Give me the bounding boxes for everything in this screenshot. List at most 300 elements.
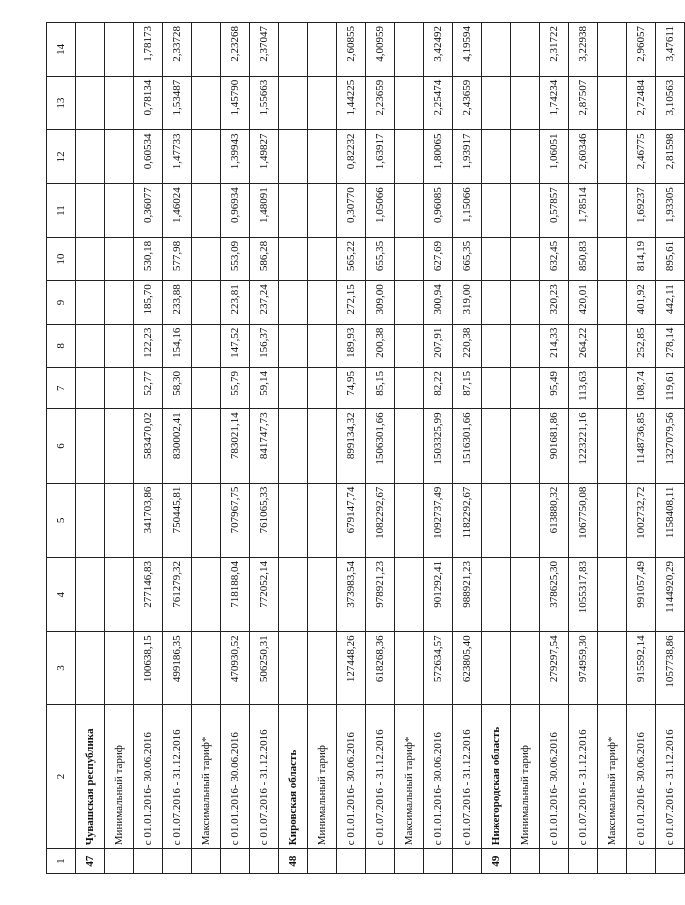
table-row bbox=[337, 23, 366, 874]
value-cell: 1,44225 bbox=[337, 76, 366, 130]
value-cell: 1067750,08 bbox=[569, 483, 598, 557]
value-cell: 577,98 bbox=[163, 237, 192, 280]
value-cell: 618268,36 bbox=[366, 632, 395, 704]
empty-cell bbox=[598, 368, 627, 409]
empty-cell bbox=[308, 237, 337, 280]
col-header: 1 bbox=[47, 849, 76, 874]
empty-cell bbox=[308, 23, 337, 77]
value-cell: 0,57857 bbox=[540, 184, 569, 238]
value-cell: 0,82232 bbox=[337, 130, 366, 184]
value-cell: 2,31722 bbox=[540, 23, 569, 77]
empty-cell bbox=[221, 849, 250, 874]
value-cell: 442,11 bbox=[656, 281, 685, 324]
empty-cell bbox=[395, 281, 424, 324]
empty-cell bbox=[540, 849, 569, 874]
period-label: с 01.01.2016- 30.06.2016 bbox=[221, 704, 250, 849]
region-number: 49 bbox=[482, 849, 511, 874]
value-cell: 1,46024 bbox=[163, 184, 192, 238]
empty-cell bbox=[279, 558, 308, 632]
value-cell: 0,60534 bbox=[134, 130, 163, 184]
empty-cell bbox=[569, 849, 598, 874]
region-name: Нижегородская область bbox=[482, 704, 511, 849]
value-cell: 154,16 bbox=[163, 324, 192, 367]
value-cell: 1144920,29 bbox=[656, 558, 685, 632]
value-cell: 1,93305 bbox=[656, 184, 685, 238]
empty-cell bbox=[279, 632, 308, 704]
value-cell: 1,05066 bbox=[366, 184, 395, 238]
period-label: с 01.01.2016- 30.06.2016 bbox=[337, 704, 366, 849]
value-cell: 1055317,83 bbox=[569, 558, 598, 632]
value-cell: 52,77 bbox=[134, 368, 163, 409]
value-cell: 341703,86 bbox=[134, 483, 163, 557]
value-cell: 565,22 bbox=[337, 237, 366, 280]
value-cell: 814,19 bbox=[627, 237, 656, 280]
value-cell: 750445,81 bbox=[163, 483, 192, 557]
value-cell: 1,45790 bbox=[221, 76, 250, 130]
empty-cell bbox=[511, 368, 540, 409]
value-cell: 2,60855 bbox=[337, 23, 366, 77]
value-cell: 632,45 bbox=[540, 237, 569, 280]
region-name: Чувашская республика bbox=[76, 704, 105, 849]
value-cell: 761279,32 bbox=[163, 558, 192, 632]
col-header: 7 bbox=[47, 368, 76, 409]
empty-cell bbox=[192, 324, 221, 367]
value-cell: 0,96085 bbox=[424, 184, 453, 238]
value-cell: 223,81 bbox=[221, 281, 250, 324]
empty-cell bbox=[395, 324, 424, 367]
empty-cell bbox=[598, 483, 627, 557]
value-cell: 1,55663 bbox=[250, 76, 279, 130]
empty-cell bbox=[424, 849, 453, 874]
column-number-row bbox=[47, 23, 76, 874]
col-header: 5 bbox=[47, 483, 76, 557]
empty-cell bbox=[453, 849, 482, 874]
value-cell: 1,15066 bbox=[453, 184, 482, 238]
value-cell: 85,15 bbox=[366, 368, 395, 409]
period-label: с 01.01.2016- 30.06.2016 bbox=[540, 704, 569, 849]
col-header: 6 bbox=[47, 409, 76, 483]
region-row bbox=[76, 23, 105, 874]
value-cell: 185,70 bbox=[134, 281, 163, 324]
value-cell: 1,78173 bbox=[134, 23, 163, 77]
empty-cell bbox=[105, 632, 134, 704]
value-cell: 4,00959 bbox=[366, 23, 395, 77]
tariff-type-label: Минимальный тариф bbox=[308, 704, 337, 849]
value-cell: 207,91 bbox=[424, 324, 453, 367]
value-cell: 1,53487 bbox=[163, 76, 192, 130]
value-cell: 113,63 bbox=[569, 368, 598, 409]
tariff-type-row bbox=[192, 23, 221, 874]
value-cell: 264,22 bbox=[569, 324, 598, 367]
value-cell: 988921,23 bbox=[453, 558, 482, 632]
tariff-table bbox=[46, 22, 685, 874]
value-cell: 1,69237 bbox=[627, 184, 656, 238]
value-cell: 1002732,72 bbox=[627, 483, 656, 557]
empty-cell bbox=[395, 483, 424, 557]
table-row bbox=[453, 23, 482, 874]
empty-cell bbox=[76, 483, 105, 557]
empty-cell bbox=[627, 849, 656, 874]
value-cell: 3,10563 bbox=[656, 76, 685, 130]
value-cell: 272,15 bbox=[337, 281, 366, 324]
table-row bbox=[366, 23, 395, 874]
region-row bbox=[279, 23, 308, 874]
empty-cell bbox=[279, 237, 308, 280]
value-cell: 2,43659 bbox=[453, 76, 482, 130]
value-cell: 978921,23 bbox=[366, 558, 395, 632]
empty-cell bbox=[598, 849, 627, 874]
value-cell: 0,36077 bbox=[134, 184, 163, 238]
value-cell: 320,23 bbox=[540, 281, 569, 324]
value-cell: 974959,30 bbox=[569, 632, 598, 704]
table-body bbox=[76, 23, 685, 874]
empty-cell bbox=[482, 23, 511, 77]
value-cell: 87,15 bbox=[453, 368, 482, 409]
empty-cell bbox=[105, 558, 134, 632]
col-header: 9 bbox=[47, 281, 76, 324]
empty-cell bbox=[308, 281, 337, 324]
empty-cell bbox=[76, 324, 105, 367]
table-row bbox=[163, 23, 192, 874]
empty-cell bbox=[598, 281, 627, 324]
empty-cell bbox=[192, 483, 221, 557]
empty-cell bbox=[308, 483, 337, 557]
value-cell: 1182292,67 bbox=[453, 483, 482, 557]
period-label: с 01.07.2016 - 31.12.2016 bbox=[569, 704, 598, 849]
empty-cell bbox=[511, 849, 540, 874]
empty-cell bbox=[511, 130, 540, 184]
value-cell: 156,37 bbox=[250, 324, 279, 367]
value-cell: 1,80065 bbox=[424, 130, 453, 184]
value-cell: 470930,52 bbox=[221, 632, 250, 704]
table-row bbox=[221, 23, 250, 874]
empty-cell bbox=[308, 849, 337, 874]
empty-cell bbox=[279, 23, 308, 77]
empty-cell bbox=[598, 324, 627, 367]
value-cell: 373983,54 bbox=[337, 558, 366, 632]
empty-cell bbox=[279, 76, 308, 130]
empty-cell bbox=[482, 632, 511, 704]
region-number: 48 bbox=[279, 849, 308, 874]
empty-cell bbox=[308, 130, 337, 184]
value-cell: 2,81598 bbox=[656, 130, 685, 184]
empty-cell bbox=[511, 281, 540, 324]
empty-cell bbox=[511, 483, 540, 557]
value-cell: 420,01 bbox=[569, 281, 598, 324]
value-cell: 214,33 bbox=[540, 324, 569, 367]
empty-cell bbox=[308, 76, 337, 130]
value-cell: 613880,32 bbox=[540, 483, 569, 557]
empty-cell bbox=[192, 368, 221, 409]
value-cell: 506250,31 bbox=[250, 632, 279, 704]
value-cell: 1057738,86 bbox=[656, 632, 685, 704]
value-cell: 279297,54 bbox=[540, 632, 569, 704]
period-label: с 01.01.2016- 30.06.2016 bbox=[134, 704, 163, 849]
empty-cell bbox=[598, 409, 627, 483]
period-label: с 01.07.2016 - 31.12.2016 bbox=[163, 704, 192, 849]
value-cell: 991057,49 bbox=[627, 558, 656, 632]
value-cell: 2,23659 bbox=[366, 76, 395, 130]
value-cell: 1,06051 bbox=[540, 130, 569, 184]
empty-cell bbox=[192, 130, 221, 184]
value-cell: 2,37047 bbox=[250, 23, 279, 77]
col-header: 14 bbox=[47, 23, 76, 77]
empty-cell bbox=[76, 368, 105, 409]
value-cell: 108,74 bbox=[627, 368, 656, 409]
value-cell: 899134,32 bbox=[337, 409, 366, 483]
empty-cell bbox=[279, 409, 308, 483]
empty-cell bbox=[395, 409, 424, 483]
value-cell: 277146,83 bbox=[134, 558, 163, 632]
value-cell: 772052,14 bbox=[250, 558, 279, 632]
value-cell: 915592,14 bbox=[627, 632, 656, 704]
empty-cell bbox=[482, 237, 511, 280]
empty-cell bbox=[482, 558, 511, 632]
empty-cell bbox=[395, 237, 424, 280]
empty-cell bbox=[482, 281, 511, 324]
empty-cell bbox=[337, 849, 366, 874]
empty-cell bbox=[308, 558, 337, 632]
table-row bbox=[627, 23, 656, 874]
value-cell: 59,14 bbox=[250, 368, 279, 409]
tariff-type-label: Максимальный тариф* bbox=[598, 704, 627, 849]
value-cell: 1,47733 bbox=[163, 130, 192, 184]
empty-cell bbox=[250, 849, 279, 874]
empty-cell bbox=[76, 558, 105, 632]
tariff-type-row bbox=[395, 23, 424, 874]
value-cell: 319,00 bbox=[453, 281, 482, 324]
empty-cell bbox=[105, 849, 134, 874]
value-cell: 1158408,11 bbox=[656, 483, 685, 557]
value-cell: 841747,73 bbox=[250, 409, 279, 483]
empty-cell bbox=[598, 632, 627, 704]
value-cell: 1327079,56 bbox=[656, 409, 685, 483]
table-row bbox=[134, 23, 163, 874]
value-cell: 1,48091 bbox=[250, 184, 279, 238]
value-cell: 200,38 bbox=[366, 324, 395, 367]
empty-cell bbox=[598, 237, 627, 280]
value-cell: 147,52 bbox=[221, 324, 250, 367]
empty-cell bbox=[308, 324, 337, 367]
value-cell: 707967,75 bbox=[221, 483, 250, 557]
col-header: 8 bbox=[47, 324, 76, 367]
value-cell: 4,19594 bbox=[453, 23, 482, 77]
empty-cell bbox=[192, 237, 221, 280]
empty-cell bbox=[105, 324, 134, 367]
value-cell: 0,78134 bbox=[134, 76, 163, 130]
value-cell: 3,47611 bbox=[656, 23, 685, 77]
tariff-type-label: Максимальный тариф* bbox=[395, 704, 424, 849]
empty-cell bbox=[482, 368, 511, 409]
empty-cell bbox=[482, 483, 511, 557]
empty-cell bbox=[105, 23, 134, 77]
empty-cell bbox=[598, 23, 627, 77]
value-cell: 189,93 bbox=[337, 324, 366, 367]
empty-cell bbox=[105, 76, 134, 130]
tariff-type-row bbox=[511, 23, 540, 874]
empty-cell bbox=[105, 281, 134, 324]
empty-cell bbox=[279, 184, 308, 238]
empty-cell bbox=[598, 76, 627, 130]
tariff-type-label: Минимальный тариф bbox=[511, 704, 540, 849]
value-cell: 0,30770 bbox=[337, 184, 366, 238]
value-cell: 665,35 bbox=[453, 237, 482, 280]
empty-cell bbox=[366, 849, 395, 874]
value-cell: 1,93917 bbox=[453, 130, 482, 184]
tariff-type-row bbox=[308, 23, 337, 874]
col-header: 10 bbox=[47, 237, 76, 280]
col-header: 3 bbox=[47, 632, 76, 704]
empty-cell bbox=[598, 130, 627, 184]
value-cell: 127448,26 bbox=[337, 632, 366, 704]
empty-cell bbox=[76, 76, 105, 130]
empty-cell bbox=[395, 23, 424, 77]
empty-cell bbox=[511, 237, 540, 280]
period-label: с 01.01.2016- 30.06.2016 bbox=[424, 704, 453, 849]
col-header: 4 bbox=[47, 558, 76, 632]
empty-cell bbox=[105, 368, 134, 409]
empty-cell bbox=[308, 368, 337, 409]
value-cell: 718188,04 bbox=[221, 558, 250, 632]
value-cell: 233,88 bbox=[163, 281, 192, 324]
value-cell: 499186,35 bbox=[163, 632, 192, 704]
empty-cell bbox=[192, 632, 221, 704]
value-cell: 572634,57 bbox=[424, 632, 453, 704]
empty-cell bbox=[511, 76, 540, 130]
empty-cell bbox=[511, 558, 540, 632]
tariff-type-label: Минимальный тариф bbox=[105, 704, 134, 849]
empty-cell bbox=[482, 324, 511, 367]
empty-cell bbox=[395, 184, 424, 238]
value-cell: 119,61 bbox=[656, 368, 685, 409]
period-label: с 01.07.2016 - 31.12.2016 bbox=[453, 704, 482, 849]
value-cell: 3,22938 bbox=[569, 23, 598, 77]
empty-cell bbox=[163, 849, 192, 874]
value-cell: 850,83 bbox=[569, 237, 598, 280]
empty-cell bbox=[192, 558, 221, 632]
value-cell: 55,79 bbox=[221, 368, 250, 409]
value-cell: 655,35 bbox=[366, 237, 395, 280]
empty-cell bbox=[105, 130, 134, 184]
empty-cell bbox=[192, 409, 221, 483]
empty-cell bbox=[192, 23, 221, 77]
empty-cell bbox=[511, 409, 540, 483]
value-cell: 783021,14 bbox=[221, 409, 250, 483]
value-cell: 1,78514 bbox=[569, 184, 598, 238]
value-cell: 2,60346 bbox=[569, 130, 598, 184]
empty-cell bbox=[511, 23, 540, 77]
empty-cell bbox=[279, 368, 308, 409]
value-cell: 1516301,66 bbox=[453, 409, 482, 483]
empty-cell bbox=[105, 409, 134, 483]
empty-cell bbox=[395, 558, 424, 632]
empty-cell bbox=[76, 23, 105, 77]
value-cell: 553,09 bbox=[221, 237, 250, 280]
empty-cell bbox=[395, 76, 424, 130]
value-cell: 74,95 bbox=[337, 368, 366, 409]
tariff-type-label: Максимальный тариф* bbox=[192, 704, 221, 849]
value-cell: 1,39943 bbox=[221, 130, 250, 184]
empty-cell bbox=[511, 632, 540, 704]
col-header: 12 bbox=[47, 130, 76, 184]
table-row bbox=[540, 23, 569, 874]
empty-cell bbox=[192, 281, 221, 324]
empty-cell bbox=[279, 281, 308, 324]
value-cell: 586,28 bbox=[250, 237, 279, 280]
value-cell: 220,38 bbox=[453, 324, 482, 367]
value-cell: 378625,30 bbox=[540, 558, 569, 632]
value-cell: 95,49 bbox=[540, 368, 569, 409]
value-cell: 530,18 bbox=[134, 237, 163, 280]
value-cell: 401,92 bbox=[627, 281, 656, 324]
value-cell: 1092737,49 bbox=[424, 483, 453, 557]
value-cell: 100638,15 bbox=[134, 632, 163, 704]
empty-cell bbox=[395, 368, 424, 409]
empty-cell bbox=[308, 409, 337, 483]
empty-cell bbox=[192, 76, 221, 130]
empty-cell bbox=[308, 632, 337, 704]
empty-cell bbox=[279, 324, 308, 367]
empty-cell bbox=[76, 632, 105, 704]
value-cell: 2,87507 bbox=[569, 76, 598, 130]
empty-cell bbox=[76, 184, 105, 238]
value-cell: 82,22 bbox=[424, 368, 453, 409]
empty-cell bbox=[76, 281, 105, 324]
col-header: 11 bbox=[47, 184, 76, 238]
empty-cell bbox=[105, 237, 134, 280]
value-cell: 2,23268 bbox=[221, 23, 250, 77]
value-cell: 300,94 bbox=[424, 281, 453, 324]
value-cell: 583470,02 bbox=[134, 409, 163, 483]
tariff-type-row bbox=[598, 23, 627, 874]
period-label: с 01.07.2016 - 31.12.2016 bbox=[250, 704, 279, 849]
empty-cell bbox=[395, 130, 424, 184]
empty-cell bbox=[511, 324, 540, 367]
period-label: с 01.07.2016 - 31.12.2016 bbox=[656, 704, 685, 849]
value-cell: 1,63917 bbox=[366, 130, 395, 184]
empty-cell bbox=[105, 483, 134, 557]
value-cell: 1,49827 bbox=[250, 130, 279, 184]
region-row bbox=[482, 23, 511, 874]
value-cell: 679147,74 bbox=[337, 483, 366, 557]
empty-cell bbox=[192, 184, 221, 238]
tariff-type-row bbox=[105, 23, 134, 874]
empty-cell bbox=[656, 849, 685, 874]
empty-cell bbox=[134, 849, 163, 874]
empty-cell bbox=[192, 849, 221, 874]
value-cell: 58,30 bbox=[163, 368, 192, 409]
value-cell: 2,72484 bbox=[627, 76, 656, 130]
empty-cell bbox=[279, 130, 308, 184]
table-row bbox=[569, 23, 598, 874]
period-label: с 01.01.2016- 30.06.2016 bbox=[627, 704, 656, 849]
value-cell: 2,46775 bbox=[627, 130, 656, 184]
value-cell: 895,61 bbox=[656, 237, 685, 280]
value-cell: 3,42492 bbox=[424, 23, 453, 77]
value-cell: 122,23 bbox=[134, 324, 163, 367]
empty-cell bbox=[598, 184, 627, 238]
col-header: 2 bbox=[47, 704, 76, 849]
empty-cell bbox=[76, 130, 105, 184]
value-cell: 901292,41 bbox=[424, 558, 453, 632]
value-cell: 2,96057 bbox=[627, 23, 656, 77]
value-cell: 1503325,99 bbox=[424, 409, 453, 483]
period-label: с 01.07.2016 - 31.12.2016 bbox=[366, 704, 395, 849]
value-cell: 309,00 bbox=[366, 281, 395, 324]
empty-cell bbox=[105, 184, 134, 238]
empty-cell bbox=[482, 184, 511, 238]
value-cell: 761065,33 bbox=[250, 483, 279, 557]
